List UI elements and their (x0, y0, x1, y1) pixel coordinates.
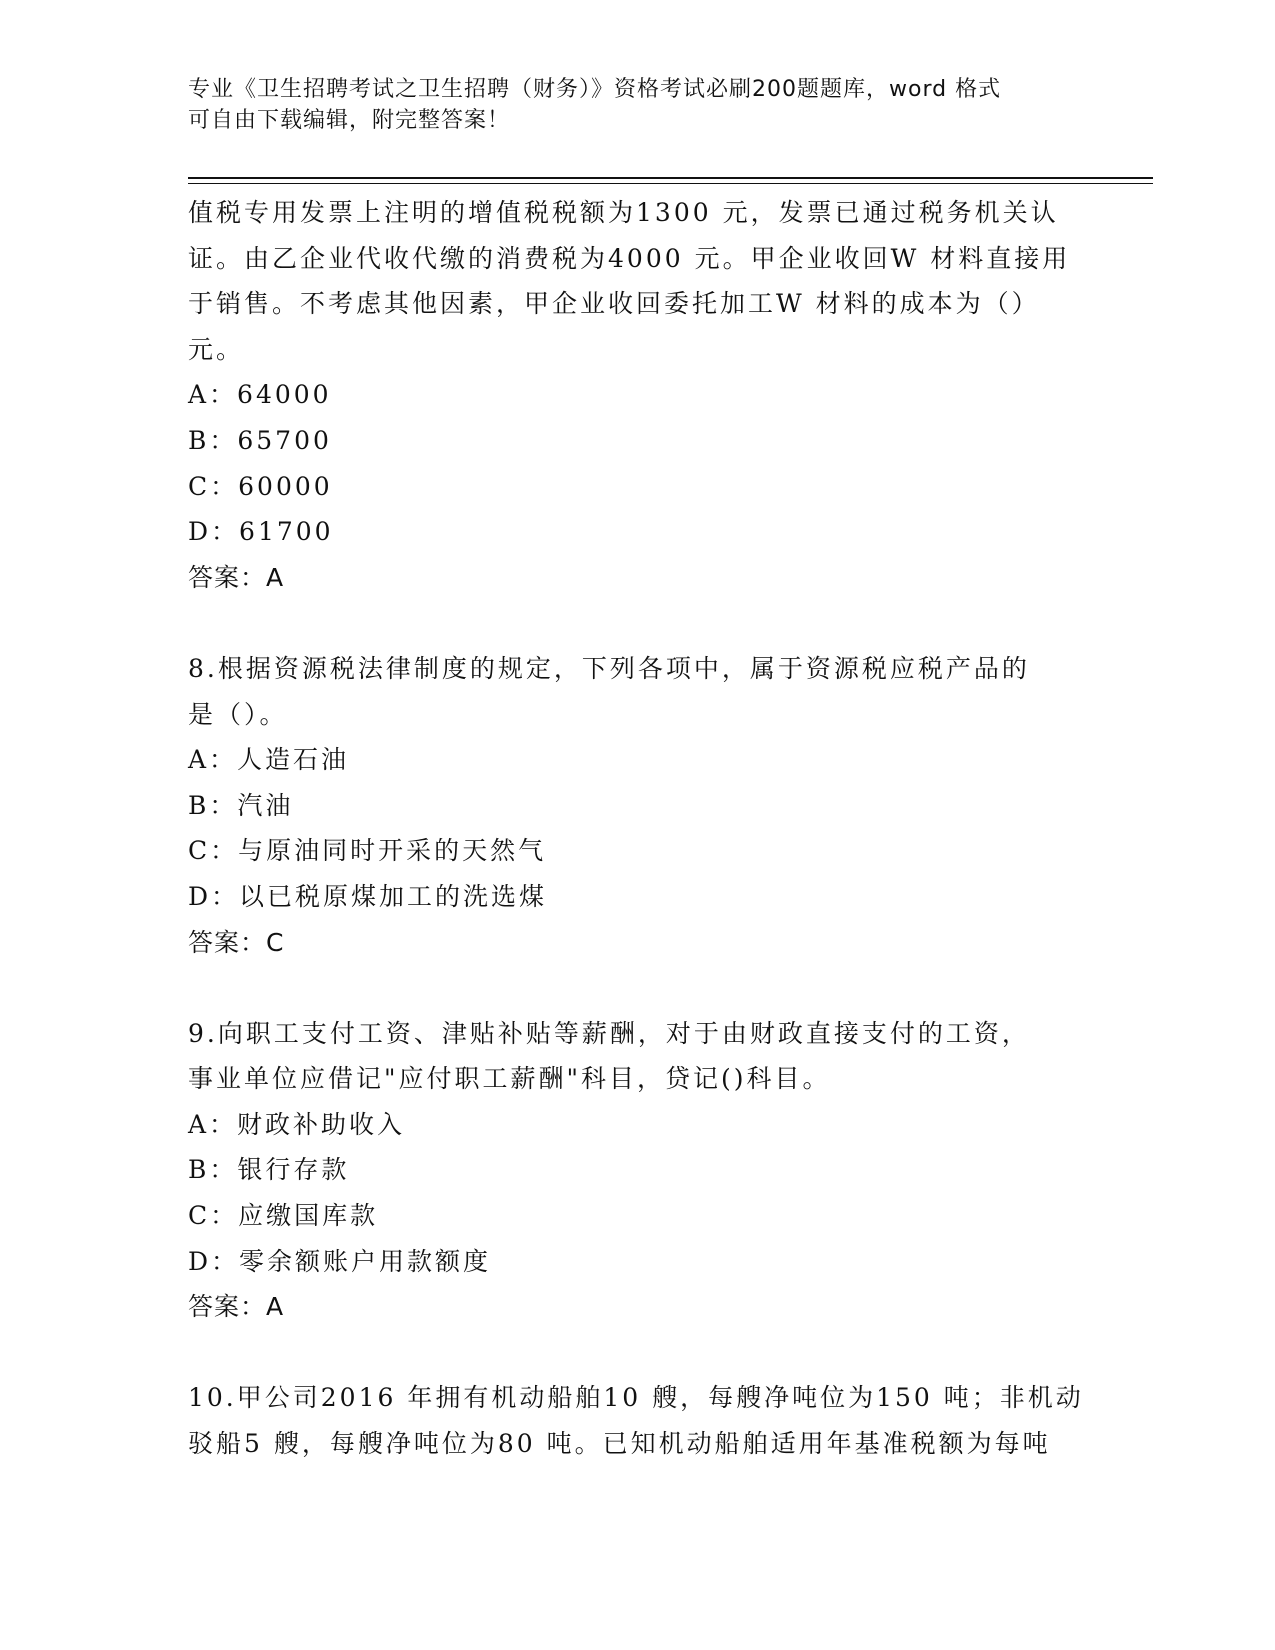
header-divider-thin (188, 183, 1153, 184)
option-d: D：61700 (188, 517, 334, 547)
question-text-line: 值税专用发票上注明的增值税税额为1300 元，发票已通过税务机关认 (188, 198, 1059, 227)
question-text-line: 证。由乙企业代收代缴的消费税为4000 元。甲企业收回W 材料直接用 (188, 243, 1071, 273)
question-text-line: 元。 (188, 334, 245, 364)
option-a: A：财政补助收入 (188, 1109, 406, 1139)
option-a: A：人造石油 (188, 745, 350, 775)
question-text-line: 是（）。 (188, 699, 288, 729)
option-b: B：汽油 (188, 790, 294, 820)
question-text-line: 10.甲公司2016 年拥有机动船舶10 艘，每艘净吨位为150 吨；非机动 (188, 1383, 1084, 1413)
header-divider-thick (188, 177, 1153, 179)
option-c: C：与原油同时开采的天然气 (188, 836, 547, 866)
option-c: C：应缴国库款 (188, 1201, 379, 1231)
option-b: B：银行存款 (188, 1155, 350, 1185)
question-spacer (188, 965, 1088, 1011)
option-d: D：零余额账户用款额度 (188, 1246, 492, 1276)
answer-line: 答案：A (188, 1292, 285, 1322)
question-list (188, 190, 1088, 1467)
question-8 (188, 646, 1088, 965)
question-text-line: 驳船5 艘，每艘净吨位为80 吨。已知机动船舶适用年基准税额为每吨 (188, 1429, 1051, 1459)
question-text-line: 9.向职工支付工资、津贴补贴等薪酬，对于由财政直接支付的工资， (188, 1018, 1030, 1048)
question-7 (188, 190, 1088, 600)
question-text-line: 于销售。不考虑其他因素，甲企业收回委托加工W 材料的成本为（） (188, 289, 1040, 319)
option-c: C：60000 (188, 471, 333, 501)
question-spacer (188, 600, 1088, 646)
question-text-line: 事业单位应借记"应付职工薪酬"科目，贷记()科目。 (188, 1064, 831, 1094)
answer-line: 答案：C (188, 927, 285, 957)
question-9 (188, 1011, 1088, 1330)
question-spacer (188, 1330, 1088, 1376)
document-header (188, 74, 1068, 136)
header-line-1: 专业《卫生招聘考试之卫生招聘（财务）》资格考试必刷200题题库，word 格式 (188, 77, 1002, 102)
question-text-line: 8.根据资源税法律制度的规定，下列各项中，属于资源税应税产品的 (188, 653, 1030, 683)
answer-line: 答案：A (188, 562, 285, 592)
option-b: B：65700 (188, 425, 332, 455)
option-a: A：64000 (188, 380, 332, 410)
question-10 (188, 1375, 1088, 1466)
header-line-2: 可自由下载编辑，附完整答案！ (188, 108, 511, 133)
option-d: D：以已税原煤加工的洗选煤 (188, 881, 548, 911)
